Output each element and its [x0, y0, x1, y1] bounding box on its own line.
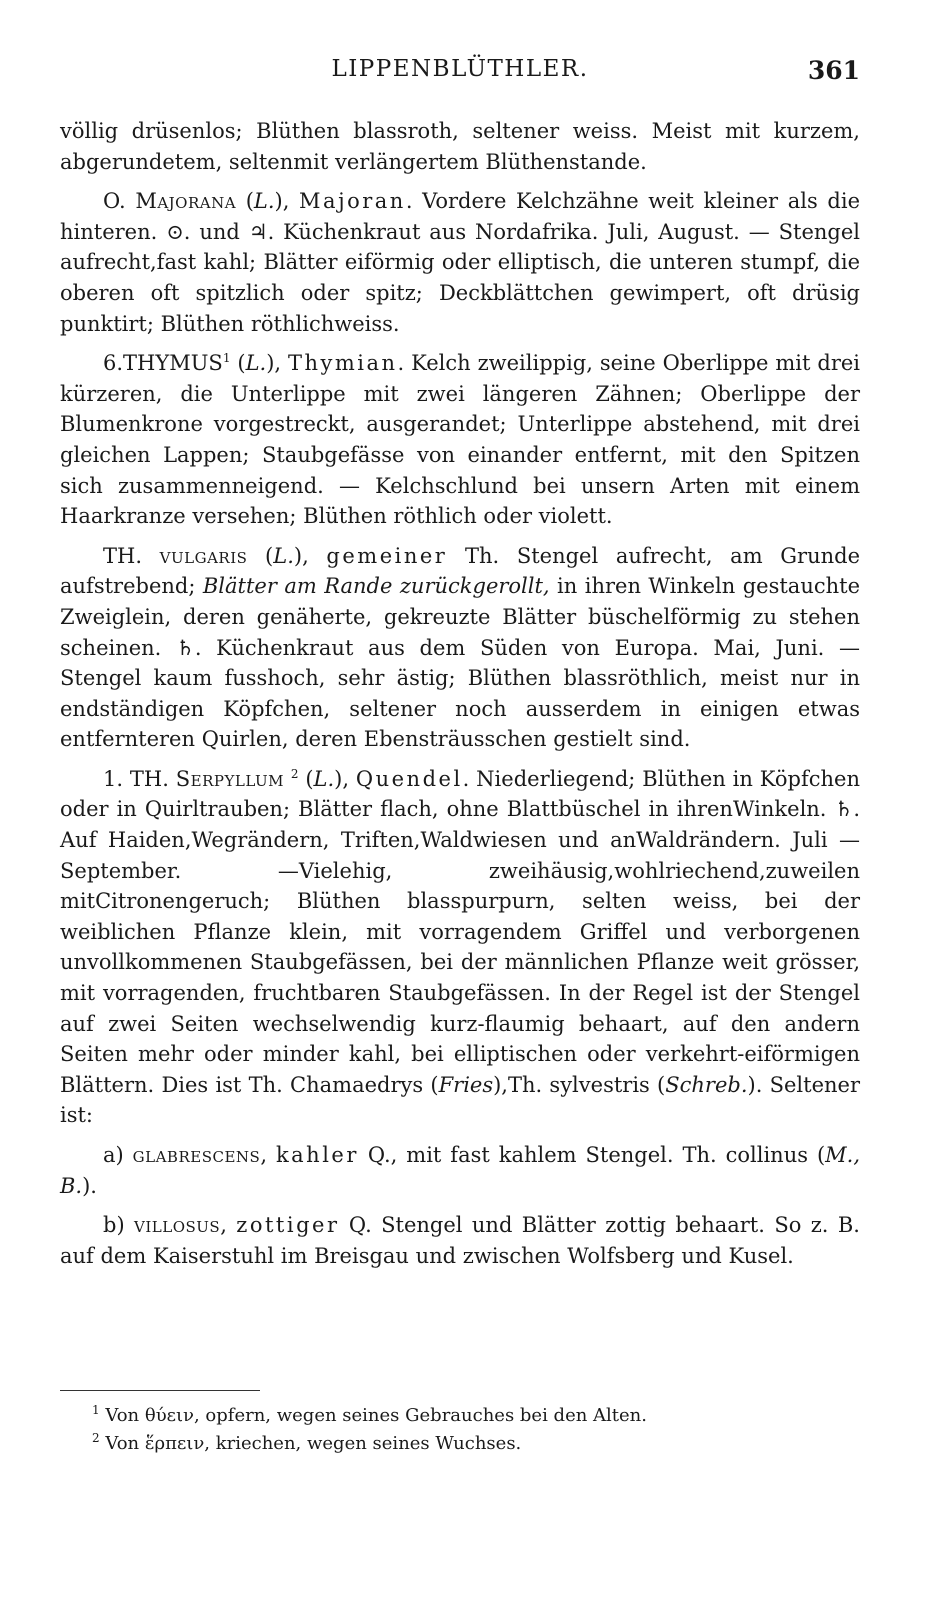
- text-sc: glabrescens: [132, 1143, 261, 1167]
- text-run: . Kelch zweilippig, seine Oberlippe mit drei kürzeren, die Unterlippe mit zwei längeren Zähnen; Oberlippe der Blumenkrone vorgestreckt, ausgerandet; Unterlippe abstehend, mit drei gleichen Lappen; Staubgefässe von einander entfernt, mit den Spitzen sich zusammenneigend. — Kelchschlund bei unsern Arten mit einem Haarkranze versehen; Blüthen röthlich oder violett.: [60, 351, 860, 529]
- text-sp: kahler: [275, 1143, 359, 1167]
- text-run: . Vordere Kelchzähne weit kleiner als die hinteren. ⊙. und ♃. Küchenkraut aus Nordafrika. Juli, August. — Stengel aufrecht,fast kahl; Blätter eiförmig oder elliptisch, die unteren stumpf, die oberen oft spitzlich oder spitz; Deckblättchen gewimpert, oft drüsig punktirt; Blüthen röthlichweiss.: [60, 189, 860, 336]
- paragraph-variety-villosus: [60, 1210, 860, 1271]
- footnote-text: Von ἕρπειν, kriechen, wegen seines Wuchses.: [105, 1433, 522, 1454]
- text-run: TH.: [103, 543, 160, 568]
- text-run: ),: [266, 351, 288, 376]
- text-i: Fries: [438, 1072, 494, 1097]
- text-run: ),: [293, 543, 327, 568]
- footnote: [92, 1430, 792, 1458]
- text-run: ),: [274, 189, 300, 214]
- text-sp: Majoran: [299, 189, 406, 214]
- text-run: ),: [334, 766, 356, 791]
- footnote: [92, 1402, 792, 1430]
- text-i: Schreb.: [665, 1072, 748, 1097]
- text-sp: Quendel: [355, 766, 463, 791]
- text-run: völlig drüsenlos; Blüthen blassroth, seltener weiss. Meist mit kurzem, abgerundetem, seltenmit verlängertem Blüthenstande.: [60, 119, 860, 174]
- text-run: . Niederliegend; Blüthen in Köpfchen oder in Quirltrauben; Blätter flach, ohne Blattbüschel in ihrenWinkeln. ♄. Auf Haiden,Wegrändern, Triften,Waldwiesen und anWaldrändern. Juli — September. —Vielehig, zweihäusig,wohlriechend,zuweilen mitCitronengeruch; Blüthen blasspurpurn, selten weiss, bei der weiblichen Pflanze klein, mit vorragendem Griffel und verborgenen unvollkommenen Staubgefässen, bei der männlichen Pflanze weit grösser, mit vorragenden, fruchtbaren Staubgefässen. In der Regel ist der Stengel auf zwei Seiten wechselwendig kurz-flaumig behaart, auf den andern Seiten mehr oder minder kahl, bei elliptischen oder verkehrt-eiförmigen Blättern. Dies ist Th. Chamaedrys (: [60, 766, 860, 1097]
- text-i: Blätter am Rande zurückgerollt,: [202, 574, 550, 599]
- text-run: O.: [103, 189, 136, 214]
- text-sc: Majorana: [135, 189, 237, 214]
- page-number: 361: [807, 56, 860, 85]
- paragraph-thymus-serpyllum: [60, 764, 860, 1131]
- body-text: [60, 116, 860, 1280]
- text-run: 6.THYMUS: [103, 351, 223, 376]
- text-sp: Thymian: [287, 351, 398, 376]
- paragraph-continuation: [60, 116, 860, 177]
- paragraph-majorana: [60, 186, 860, 339]
- text-sp: zottiger: [236, 1213, 340, 1238]
- text-i: L.: [245, 351, 267, 376]
- page-header: [60, 56, 860, 90]
- text-run: (: [230, 351, 246, 376]
- text-i: L.: [313, 766, 335, 791]
- text-run: a): [103, 1143, 133, 1167]
- text-sup: 1: [222, 351, 231, 366]
- text-run: (: [247, 543, 274, 568]
- text-run: ,: [260, 1143, 276, 1167]
- paragraph-thymus-genus: [60, 348, 860, 532]
- text-sc: villosus: [134, 1213, 221, 1238]
- text-sp: gemeiner: [326, 543, 448, 568]
- text-sc: Serpyllum: [175, 766, 284, 791]
- text-run: (: [298, 766, 314, 791]
- text-i: M., B.: [60, 1143, 860, 1198]
- paragraph-variety-glabrescens: [60, 1140, 860, 1201]
- text-run: (: [236, 189, 254, 214]
- text-run: Q., mit fast kahlem Stengel. Th. collinus (: [358, 1143, 826, 1167]
- text-run: b): [103, 1213, 135, 1238]
- text-i: L.: [273, 543, 294, 568]
- text-run: in ihren Winkeln gestauchte Zweiglein, deren genäherte, gekreuzte Blätter büschelförmig zu stehen scheinen. ♄. Küchenkraut aus dem Süden von Europa. Mai, Juni. — Stengel kaum fusshoch, sehr ästig; Blüthen blassröthlich, meist nur in endständigen Köpfchen, seltener noch ausserdem in einigen etwas entfernteren Quirlen, deren Ebensträusschen gestielt sind.: [60, 574, 861, 752]
- text-run: ,: [220, 1213, 237, 1238]
- footnotes: [92, 1402, 792, 1458]
- footnote-mark: 2: [92, 1431, 100, 1445]
- paragraph-thymus-vulgaris: [60, 541, 860, 755]
- running-title: LIPPENBLÜTHLER.: [331, 56, 589, 82]
- footnote-text: Von θύειν, opfern, wegen seines Gebrauches bei den Alten.: [105, 1405, 648, 1426]
- text-sc: vulgaris: [159, 543, 248, 568]
- text-sup: 2: [290, 766, 299, 781]
- text-run: [284, 767, 291, 791]
- footnote-divider: [60, 1390, 260, 1391]
- footnote-mark: 1: [92, 1403, 100, 1417]
- text-run: Q. Stengel und Blätter zottig behaart. So z. B. auf dem Kaiserstuhl im Breisgau und zwischen Wolfsberg und Kusel.: [60, 1213, 860, 1268]
- text-run: 1. TH.: [103, 766, 176, 791]
- text-i: L.: [253, 189, 275, 214]
- text-run: ),Th. sylvestris (: [493, 1072, 666, 1097]
- text-run: ). Seltener ist:: [60, 1072, 861, 1128]
- text-run: ).: [82, 1173, 97, 1198]
- text-run: Th. Stengel aufrecht, am Grunde aufstrebend;: [60, 543, 861, 599]
